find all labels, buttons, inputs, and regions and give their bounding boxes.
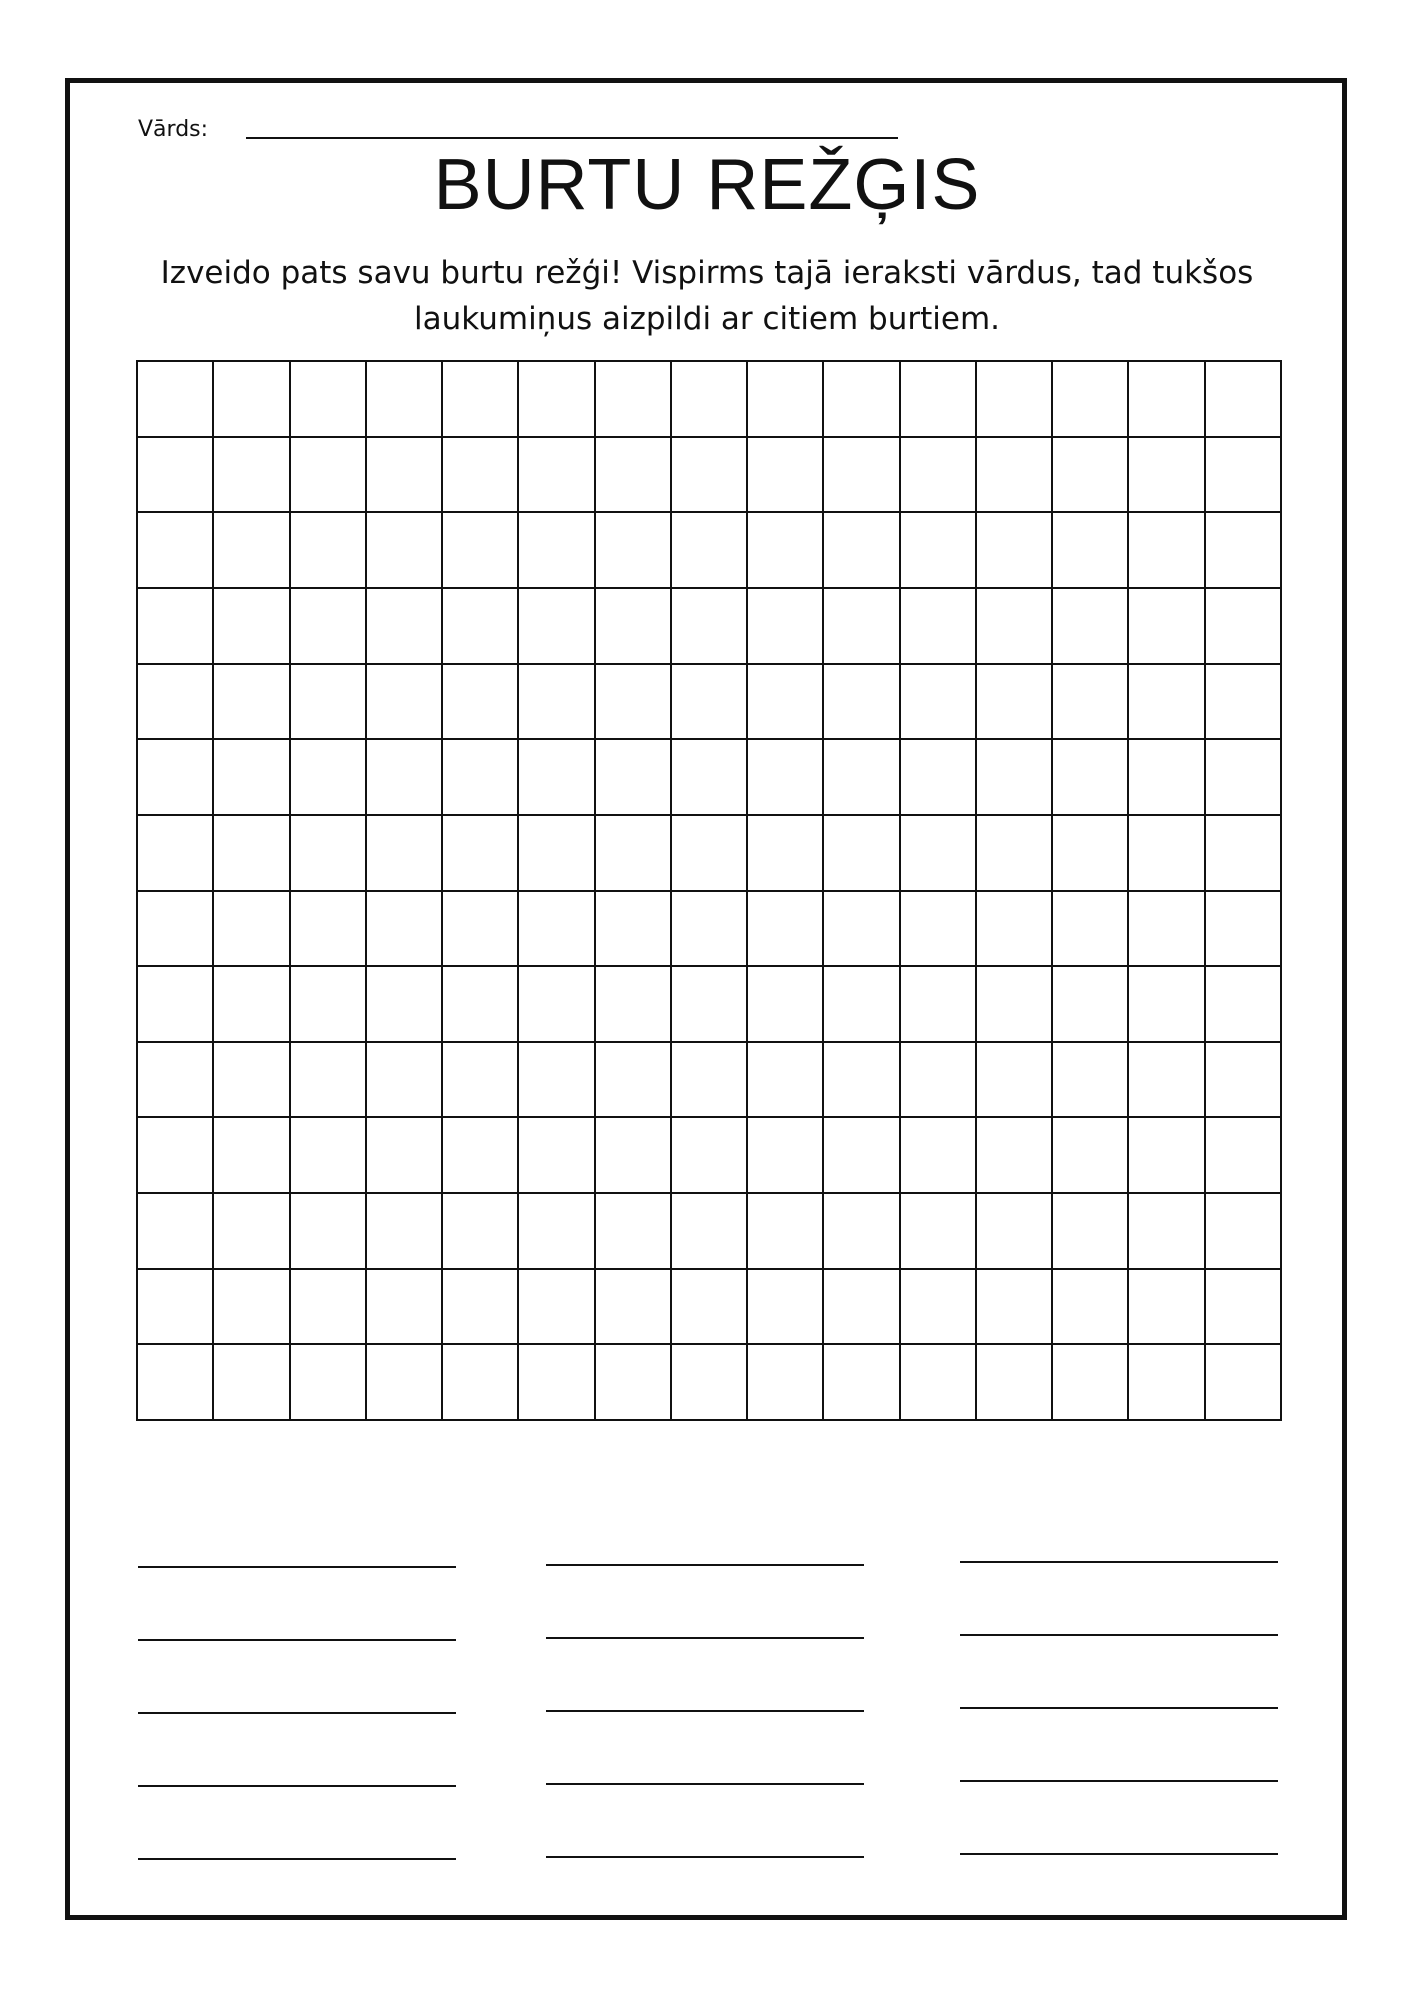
grid-cell[interactable] [367,513,443,589]
grid-cell[interactable] [596,1194,672,1270]
grid-cell[interactable] [367,438,443,514]
grid-cell[interactable] [1053,1043,1129,1119]
grid-cell[interactable] [1053,438,1129,514]
grid-cell[interactable] [519,816,595,892]
grid-cell[interactable] [1053,816,1129,892]
grid-cell[interactable] [138,1345,214,1421]
grid-cell[interactable] [672,1270,748,1346]
grid-cell[interactable] [977,1194,1053,1270]
grid-cell[interactable] [519,892,595,968]
grid-cell[interactable] [291,816,367,892]
answer-write-line[interactable] [960,1561,1278,1563]
grid-cell[interactable] [977,816,1053,892]
grid-cell[interactable] [443,362,519,438]
grid-cell[interactable] [901,967,977,1043]
grid-cell[interactable] [748,438,824,514]
grid-cell[interactable] [901,1043,977,1119]
grid-cell[interactable] [1129,1194,1205,1270]
answer-write-line[interactable] [138,1639,456,1641]
grid-cell[interactable] [901,740,977,816]
grid-cell[interactable] [1129,892,1205,968]
grid-cell[interactable] [519,1345,595,1421]
grid-cell[interactable] [1129,1118,1205,1194]
grid-cell[interactable] [977,740,1053,816]
grid-cell[interactable] [1206,740,1282,816]
grid-cell[interactable] [977,967,1053,1043]
grid-cell[interactable] [519,665,595,741]
answer-write-line[interactable] [546,1637,864,1639]
grid-cell[interactable] [214,1118,290,1194]
grid-cell[interactable] [1206,1345,1282,1421]
grid-cell[interactable] [748,892,824,968]
grid-cell[interactable] [367,362,443,438]
grid-cell[interactable] [748,967,824,1043]
grid-cell[interactable] [519,362,595,438]
grid-cell[interactable] [672,816,748,892]
grid-cell[interactable] [367,816,443,892]
grid-cell[interactable] [214,740,290,816]
grid-cell[interactable] [1129,665,1205,741]
grid-cell[interactable] [138,1043,214,1119]
letter-grid [136,360,1282,1421]
name-label: Vārds: [138,117,209,142]
answer-write-line[interactable] [546,1856,864,1858]
grid-cell[interactable] [138,967,214,1043]
grid-cell[interactable] [1129,362,1205,438]
grid-cell[interactable] [367,665,443,741]
answer-write-line[interactable] [138,1712,456,1714]
grid-cell[interactable] [824,967,900,1043]
grid-cell[interactable] [748,816,824,892]
grid-cell[interactable] [596,589,672,665]
grid-cell[interactable] [519,967,595,1043]
grid-cell[interactable] [824,1345,900,1421]
answer-write-line[interactable] [546,1783,864,1785]
grid-cell[interactable] [214,438,290,514]
grid-cell[interactable] [672,1043,748,1119]
answer-write-line[interactable] [960,1707,1278,1709]
grid-cell[interactable] [977,1270,1053,1346]
grid-cell[interactable] [291,589,367,665]
grid-cell[interactable] [138,1194,214,1270]
grid-cell[interactable] [1129,967,1205,1043]
grid-cell[interactable] [901,1270,977,1346]
grid-cell[interactable] [138,665,214,741]
grid-cell[interactable] [291,1345,367,1421]
grid-cell[interactable] [1206,967,1282,1043]
grid-cell[interactable] [214,892,290,968]
grid-cell[interactable] [443,1043,519,1119]
grid-cell[interactable] [596,740,672,816]
grid-cell[interactable] [1053,1118,1129,1194]
grid-cell[interactable] [291,1194,367,1270]
grid-cell[interactable] [672,1118,748,1194]
grid-cell[interactable] [291,967,367,1043]
grid-cell[interactable] [977,438,1053,514]
grid-cell[interactable] [672,589,748,665]
grid-cell[interactable] [1053,513,1129,589]
grid-cell[interactable] [214,362,290,438]
grid-cell[interactable] [214,1345,290,1421]
grid-cell[interactable] [977,665,1053,741]
grid-cell[interactable] [672,967,748,1043]
grid-cell[interactable] [901,892,977,968]
grid-cell[interactable] [748,665,824,741]
grid-cell[interactable] [443,740,519,816]
grid-cell[interactable] [824,438,900,514]
grid-cell[interactable] [1053,892,1129,968]
grid-cell[interactable] [977,1345,1053,1421]
grid-cell[interactable] [214,1270,290,1346]
grid-cell[interactable] [596,967,672,1043]
grid-cell[interactable] [519,1043,595,1119]
grid-cell[interactable] [901,362,977,438]
grid-cell[interactable] [901,589,977,665]
grid-cell[interactable] [443,665,519,741]
grid-cell[interactable] [1053,589,1129,665]
grid-cell[interactable] [519,513,595,589]
grid-cell[interactable] [138,589,214,665]
grid-cell[interactable] [443,1118,519,1194]
grid-cell[interactable] [214,589,290,665]
grid-cell[interactable] [748,513,824,589]
grid-cell[interactable] [214,1194,290,1270]
grid-cell[interactable] [748,1270,824,1346]
answer-write-line[interactable] [138,1785,456,1787]
grid-cell[interactable] [443,816,519,892]
answer-write-line[interactable] [960,1634,1278,1636]
grid-cell[interactable] [138,892,214,968]
grid-cell[interactable] [748,362,824,438]
grid-cell[interactable] [138,513,214,589]
grid-cell[interactable] [138,1118,214,1194]
worksheet-title: BURTU REŽĢIS [433,145,981,225]
grid-cell[interactable] [596,665,672,741]
grid-cell[interactable] [1129,740,1205,816]
grid-cell[interactable] [977,1118,1053,1194]
grid-cell[interactable] [748,589,824,665]
answer-write-line[interactable] [546,1710,864,1712]
grid-cell[interactable] [1206,892,1282,968]
grid-cell[interactable] [291,438,367,514]
grid-cell[interactable] [367,740,443,816]
grid-cell[interactable] [977,362,1053,438]
grid-cell[interactable] [367,892,443,968]
grid-cell[interactable] [519,438,595,514]
grid-cell[interactable] [672,1194,748,1270]
grid-cell[interactable] [443,1194,519,1270]
grid-cell[interactable] [1053,362,1129,438]
grid-cell[interactable] [977,513,1053,589]
grid-cell[interactable] [214,1043,290,1119]
grid-cell[interactable] [672,513,748,589]
grid-cell[interactable] [1129,1270,1205,1346]
grid-cell[interactable] [824,1043,900,1119]
answer-write-line[interactable] [546,1564,864,1566]
grid-cell[interactable] [901,1194,977,1270]
grid-cell[interactable] [596,1345,672,1421]
grid-cell[interactable] [443,513,519,589]
grid-cell[interactable] [1129,1345,1205,1421]
grid-cell[interactable] [367,1118,443,1194]
grid-cell[interactable] [1206,362,1282,438]
grid-cell[interactable] [672,438,748,514]
grid-cell[interactable] [977,1043,1053,1119]
grid-cell[interactable] [443,892,519,968]
answer-write-line[interactable] [138,1858,456,1860]
grid-cell[interactable] [748,1194,824,1270]
grid-cell[interactable] [138,816,214,892]
grid-cell[interactable] [519,589,595,665]
grid-cell[interactable] [596,362,672,438]
grid-cell[interactable] [1129,513,1205,589]
grid-cell[interactable] [748,1345,824,1421]
grid-cell[interactable] [291,740,367,816]
grid-cell[interactable] [214,665,290,741]
grid-cell[interactable] [519,740,595,816]
grid-cell[interactable] [1206,665,1282,741]
grid-cell[interactable] [748,1043,824,1119]
grid-cell[interactable] [1206,589,1282,665]
grid-cell[interactable] [672,892,748,968]
grid-cell[interactable] [1206,1118,1282,1194]
grid-cell[interactable] [367,1043,443,1119]
grid-cell[interactable] [824,1118,900,1194]
instructions-text: Izveido pats savu burtu režģi! Vispirms tajā ieraksti vārdus, tad tukšos laukumiņus aizpildi ar citiem burtiem. [160,255,1254,337]
grid-cell[interactable] [519,1118,595,1194]
grid-cell[interactable] [367,967,443,1043]
grid-cell[interactable] [214,816,290,892]
grid-cell[interactable] [443,438,519,514]
grid-cell[interactable] [824,892,900,968]
grid-cell[interactable] [443,1270,519,1346]
grid-cell[interactable] [1053,1194,1129,1270]
answer-write-line[interactable] [960,1780,1278,1782]
grid-cell[interactable] [901,665,977,741]
grid-cell[interactable] [214,967,290,1043]
grid-cell[interactable] [596,816,672,892]
grid-cell[interactable] [443,967,519,1043]
grid-cell[interactable] [443,1345,519,1421]
grid-cell[interactable] [1206,1270,1282,1346]
grid-cell[interactable] [291,1270,367,1346]
grid-cell[interactable] [824,1270,900,1346]
grid-cell[interactable] [1206,513,1282,589]
grid-cell[interactable] [1129,816,1205,892]
grid-cell[interactable] [138,1270,214,1346]
grid-cell[interactable] [1053,665,1129,741]
grid-cell[interactable] [367,1270,443,1346]
grid-cell[interactable] [672,740,748,816]
grid-cell[interactable] [901,816,977,892]
grid-cell[interactable] [291,513,367,589]
grid-cell[interactable] [1206,438,1282,514]
grid-cell[interactable] [824,513,900,589]
grid-cell[interactable] [291,665,367,741]
grid-cell[interactable] [672,1345,748,1421]
grid-cell[interactable] [1206,1194,1282,1270]
grid-cell[interactable] [1206,816,1282,892]
grid-cell[interactable] [596,1043,672,1119]
grid-cell[interactable] [1206,1043,1282,1119]
grid-cell[interactable] [1129,589,1205,665]
grid-cell[interactable] [596,513,672,589]
answer-write-line[interactable] [960,1853,1278,1855]
grid-cell[interactable] [824,362,900,438]
grid-cell[interactable] [367,1345,443,1421]
grid-cell[interactable] [901,1118,977,1194]
grid-cell[interactable] [748,740,824,816]
grid-cell[interactable] [596,1270,672,1346]
grid-cell[interactable] [291,362,367,438]
grid-cell[interactable] [672,665,748,741]
grid-cell[interactable] [1053,967,1129,1043]
grid-cell[interactable] [138,438,214,514]
grid-cell[interactable] [519,1270,595,1346]
grid-cell[interactable] [138,740,214,816]
grid-cell[interactable] [291,892,367,968]
grid-cell[interactable] [214,513,290,589]
grid-cell[interactable] [596,1118,672,1194]
grid-cell[interactable] [443,589,519,665]
answer-write-line[interactable] [138,1566,456,1568]
grid-cell[interactable] [138,362,214,438]
grid-cell[interactable] [291,1118,367,1194]
grid-cell[interactable] [824,816,900,892]
grid-cell[interactable] [1053,740,1129,816]
grid-cell[interactable] [824,589,900,665]
grid-cell[interactable] [367,589,443,665]
grid-cell[interactable] [1053,1270,1129,1346]
grid-cell[interactable] [291,1043,367,1119]
grid-cell[interactable] [1129,438,1205,514]
grid-cell[interactable] [596,892,672,968]
name-write-line[interactable] [246,137,898,139]
grid-cell[interactable] [367,1194,443,1270]
grid-cell[interactable] [824,740,900,816]
grid-cell[interactable] [901,438,977,514]
grid-cell[interactable] [824,1194,900,1270]
grid-cell[interactable] [901,513,977,589]
grid-cell[interactable] [901,1345,977,1421]
grid-cell[interactable] [1129,1043,1205,1119]
grid-cell[interactable] [519,1194,595,1270]
grid-cell[interactable] [748,1118,824,1194]
grid-cell[interactable] [672,362,748,438]
grid-cell[interactable] [977,589,1053,665]
grid-cell[interactable] [977,892,1053,968]
grid-cell[interactable] [596,438,672,514]
grid-cell[interactable] [824,665,900,741]
grid-cell[interactable] [1053,1345,1129,1421]
